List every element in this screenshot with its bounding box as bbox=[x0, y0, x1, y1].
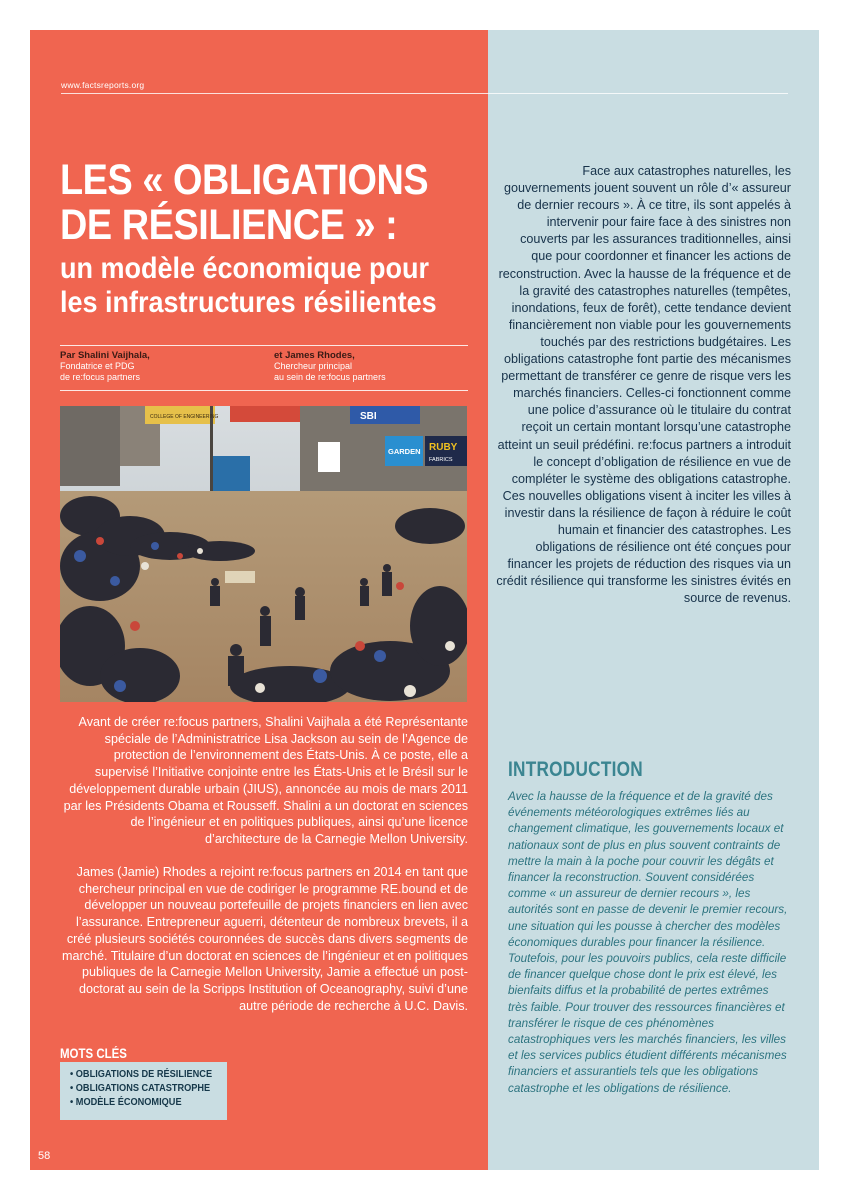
author-name: Par Shalini Vaijhala, bbox=[60, 350, 150, 361]
flood-photo-illustration bbox=[60, 406, 467, 702]
authors-divider-top bbox=[60, 345, 468, 346]
keyword-item: • OBLIGATIONS CATASTROPHE bbox=[70, 1083, 211, 1094]
author-role: Chercheur principal bbox=[274, 361, 353, 371]
keyword-item: • OBLIGATIONS DE RÉSILIENCE bbox=[70, 1069, 213, 1080]
header-divider bbox=[61, 93, 788, 94]
keywords-box bbox=[60, 1062, 227, 1120]
author-block-rhodes bbox=[274, 350, 386, 383]
sign-ruby: RUBY bbox=[429, 442, 458, 453]
author-role: au sein de re:focus partners bbox=[274, 372, 386, 382]
article-subtitle bbox=[60, 252, 456, 320]
subtitle-line-1: un modèle économique pour bbox=[60, 252, 430, 285]
sign-sbi: SBI bbox=[360, 411, 377, 422]
author-block-vaijhala bbox=[60, 350, 150, 383]
site-url-link[interactable]: www.factsreports.org bbox=[61, 80, 145, 90]
page-number: 58 bbox=[38, 1150, 51, 1162]
abstract-text: Face aux catastrophes naturelles, les gouvernements jouent souvent un rôle d’« assureur de dernier recours ». À ce titre, ils sont appelés à intervenir pour faire face à des sinistres non couverts par les assurances traditionnelles, ainsi que pour coordonner et financer les actions de reconstruction. Avec la hausse de la fréquence et de la gravité des catastrophes naturelles (tempêtes, inondations, feux de forêt), cette tendance devient financièrement non viable pour les gouvernements touchés par des restrictions budgétaires. Les obligations catastrophe font partie des mécanismes permettant de transférer ce genre de risque vers les marchés financiers. Celles-ci fonctionnent comme une police d’assurance où le titulaire du contrat reçoit un certain montant lorsqu’une catastrophe atteint un seuil prédéfini. re:focus partners a introduit le concept d’obligation de résilience en vue de compléter le système des obligations catastrophe. Ces nouvelles obligations visent à inciter les villes à investir dans la résilience de façon à réduire le coût humain et financier des catastrophes. Les obligations de résilience ont été conçues pour financer les projets de réduction des risques via un crédit résilience qui transforme les sinistres évités en source de revenus. bbox=[496, 164, 791, 606]
title-line-2: DE RÉSILIENCE » : bbox=[60, 201, 398, 249]
author-name: et James Rhodes, bbox=[274, 350, 355, 361]
keywords-heading: MOTS CLÉS bbox=[60, 1046, 127, 1061]
author-role: Fondatrice et PDG bbox=[60, 361, 135, 371]
bio-shalini-vaijhala: Avant de créer re:focus partners, Shalini Vaijhala a été Représentante spéciale de l’Administratrice Lisa Jackson au sein de l’Agence de protection de l’environnement des États-Unis. À ce poste, elle a supervisé l’Initiative conjointe entre les États-Unis et le Brésil sur le développement durable urbain (JIUS), annoncée au mois de mars 2011 par les Présidents Obama et Rousseff. Shalini a un doctorat en sciences de l’ingénieur et en politiques publiques, ainsi qu’une licence d’architecture de la Carnegie Mellon University. bbox=[63, 715, 468, 846]
title-line-1: LES « OBLIGATIONS bbox=[60, 156, 429, 204]
subtitle-line-2: les infrastructures résilientes bbox=[60, 286, 437, 319]
keyword-item: • MODÈLE ÉCONOMIQUE bbox=[70, 1097, 182, 1108]
introduction-heading: INTRODUCTION bbox=[508, 758, 643, 781]
sign-fabrics: FABRICS bbox=[429, 457, 453, 463]
flood-street-photo bbox=[60, 406, 467, 702]
introduction-text: Avec la hausse de la fréquence et de la gravité des événements météorologiques extrêmes liés au changement climatique, les gouvernements locaux et nationaux sont de plus en plus souvent contraints de mettre la main à la poche pour couvrir les dégâts et financer la reconstruction. Souvent considérées comme « un assureur de dernier recours », les autorités sont en passe de devenir le premier recours, une situation qui les pousse à chercher des modèles économiques durables pour financer la résilience. Toutefois, pour les pouvoirs publics, cela reste difficile de financer quelque chose dont le prix est élevé, les bienfaits diffus et la probabilité de pertes extrêmes très faible. Pour trouver des ressources financières et transférer le risque de ces phénomènes catastrophiques vers les marchés financiers, les villes et les services publics étudient différents mécanismes financiers et assurantiels tels que les obligations catastrophe et les obligations de résilience. bbox=[508, 790, 788, 1095]
authors-divider-bottom bbox=[60, 390, 468, 391]
author-role: de re:focus partners bbox=[60, 372, 141, 382]
bio-james-rhodes: James (Jamie) Rhodes a rejoint re:focus partners en 2014 en tant que chercheur principal en vue de codiriger le programme RE.bound et de développer un nouveau portefeuille de projets financiers en lien avec l’assurance. Entrepreneur aguerri, détenteur de nombreux brevets, il a créé plusieurs sociétés couronnées de succès dans divers segments de marché. Titulaire d’un doctorat en sciences de l’ingénieur et en politiques publiques de la Carnegie Mellon University, Jamie a effectué un post-doctorat au sein de la Scripps Institution of Oceanography, suivi d’une autre période de recherche à U.C. Davis. bbox=[61, 865, 468, 1013]
article-title bbox=[60, 158, 430, 248]
sign-college: COLLEGE OF ENGINEERING bbox=[150, 414, 219, 420]
sign-garden: GARDEN bbox=[388, 447, 421, 456]
